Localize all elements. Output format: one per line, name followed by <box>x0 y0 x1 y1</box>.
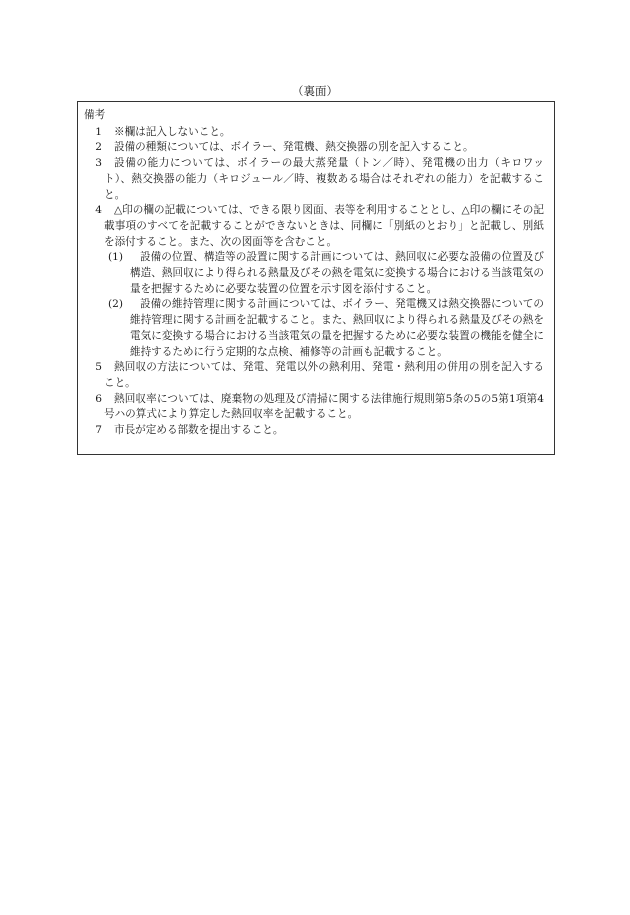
note-subitem-2 <box>108 297 544 360</box>
note-text: 設備の種類については、ボイラー、発電機、熱交換器の別を記入すること。 <box>114 141 474 154</box>
note-item-6 <box>84 392 544 423</box>
note-text: 熱回収の方法については、発電、発電以外の熱利用、発電・熱利用の併用の別を記入すること。 <box>104 361 544 389</box>
note-number: 4 <box>95 204 102 217</box>
note-item-2 <box>84 140 544 156</box>
note-item-3 <box>84 156 544 203</box>
note-number: 5 <box>95 361 102 374</box>
note-number: 6 <box>95 392 102 405</box>
note-item-1 <box>84 125 544 141</box>
notes-box <box>77 101 555 455</box>
note-subitem-1 <box>108 250 544 297</box>
note-number: 2 <box>95 141 102 154</box>
subitem-number: (1) <box>108 251 124 264</box>
note-text: 設備の能力については、ボイラーの最大蒸発量（トン／時）、発電機の出力（キロワット）、熱交換器の能力（キロジュール／時、複数ある場合はそれぞれの能力）を記載すること。 <box>104 157 544 201</box>
note-text: ※欄は記入しないこと。 <box>114 125 231 138</box>
note-item-7 <box>84 423 544 439</box>
note-text: △印の欄の記載については、できる限り図面、表等を利用することとし、△印の欄にその記載事項のすべてを記載することができないときは、同欄に「別紙のとおり」と記載し、別紙を添付すること。また、次の図面等を含むこと。 <box>104 204 544 248</box>
notes-title: 備考 <box>84 109 106 121</box>
note-number: 7 <box>95 424 102 437</box>
note-item-5 <box>84 360 544 391</box>
note-text: 熱回収率については、廃棄物の処理及び清掃に関する法律施行規則第5条の5の5第1項第4号ハの算式により算定した熱回収率を記載すること。 <box>104 392 544 421</box>
subitem-text: 設備の維持管理に関する計画については、ボイラー、発電機又は熱交換器についての維持管理に関する計画を記載すること。また、熱回収により得られる熱量及びその熱を電気に変換する場合における当該電気の量を把握するために必要な装置の機能を健全に維持するために行う定期的な点検、補修等の計画も記載すること。 <box>130 298 544 358</box>
note-item-4 <box>84 203 544 250</box>
note-number: 3 <box>95 157 102 170</box>
subitem-number: (2) <box>108 298 124 311</box>
note-text: 市長が定める部数を提出すること。 <box>114 424 284 437</box>
subitem-text: 設備の位置、構造等の設置に関する計画については、熱回収に必要な設備の位置及び構造、熱回収により得られる熱量及びその熱を電気に変換する場合における当該電気の量を把握するために必要な装置の位置を示す図を添付すること。 <box>130 251 544 295</box>
note-number: 1 <box>95 125 102 138</box>
page-heading: （裏面） <box>292 84 338 98</box>
